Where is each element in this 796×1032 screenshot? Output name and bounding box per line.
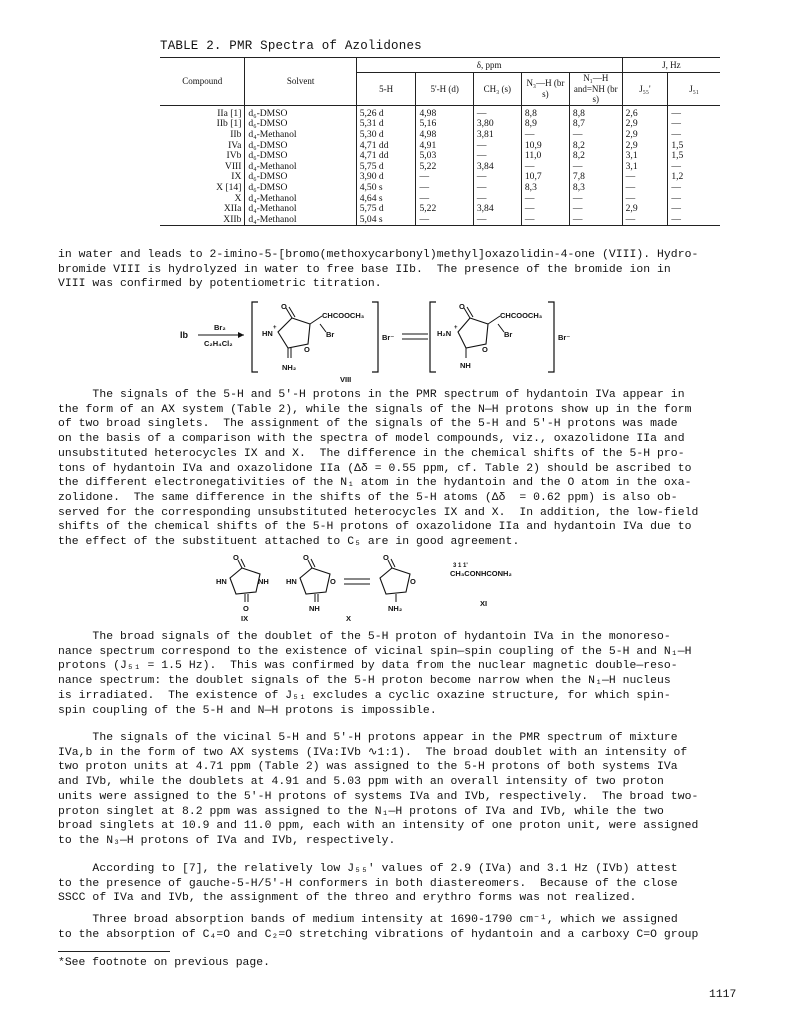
cell-h5p: 5,22: [416, 204, 473, 215]
cell-h5: 5,75 d: [356, 162, 416, 173]
cell-ch3: —: [473, 105, 521, 119]
reaction-arrowhead: [238, 332, 244, 338]
cell-solvent: d₆-DMSO: [245, 141, 356, 152]
cell-compound: IVb: [226, 150, 242, 162]
cell-n3h: 8,3: [521, 183, 569, 194]
label-x: X: [346, 614, 352, 623]
xi-formula: CH₃CONHCONH₂: [450, 569, 512, 578]
col-j55: J₅₅': [622, 73, 668, 106]
br-label-b: Br: [504, 330, 513, 339]
cell-h5p: —: [416, 215, 473, 226]
structure-viii-form-a: [278, 307, 326, 358]
x-hn-a: HN: [286, 577, 297, 586]
ring-o-a: O: [304, 345, 310, 354]
cell-h5: 4,64 s: [356, 194, 416, 205]
cell-j55: 2,9: [622, 141, 668, 152]
cell-j51: 1,2: [668, 172, 720, 183]
cell-j51: 1,5: [668, 141, 720, 152]
anion-a: Br⁻: [382, 333, 395, 342]
col-solvent: Solvent: [245, 58, 356, 106]
col-h5p: 5'-H (d): [416, 73, 473, 106]
x-o-b: O: [410, 577, 416, 586]
plus-charge-a: +: [273, 325, 277, 331]
paragraph-6: Three broad absorption bands of medium intensity at 1690-1790 cm⁻¹, which we assigned to the absorption of C₄=O and C₂=O stretching vibrations of hydantoin and a carboxy C=O group: [58, 914, 699, 941]
hn-plus-label: HN: [262, 329, 273, 338]
cell-solvent: d₆-DMSO: [245, 105, 356, 119]
reagent-top: Br₂: [214, 323, 226, 332]
structure-viii-form-b: [458, 307, 504, 358]
cell-h5: 5,31 d: [356, 119, 416, 130]
x-oxo-b: O: [383, 553, 389, 562]
cell-compound: IIa [1]: [217, 107, 242, 119]
cell-j55: —: [622, 172, 668, 183]
x-oxo-a: O: [303, 553, 309, 562]
cell-compound: IVa: [228, 139, 242, 151]
model-compounds-scheme: [216, 553, 550, 623]
table-row: [160, 105, 720, 119]
cell-compound: X: [234, 192, 242, 204]
cell-h5: 5,26 d: [356, 105, 416, 119]
cell-h5: 3,90 d: [356, 172, 416, 183]
bracket-right-a: [372, 302, 378, 372]
cell-n3h: 10,7: [521, 172, 569, 183]
cell-solvent: d₆-DMSO: [245, 183, 356, 194]
cell-n1h: —: [569, 162, 622, 173]
cell-n1h: 8,8: [569, 105, 622, 119]
cell-j51: —: [668, 183, 720, 194]
table-row: [160, 215, 720, 226]
cell-compound: XIIa: [223, 203, 242, 215]
x-o-a: O: [330, 577, 336, 586]
label-ix: IX: [241, 614, 249, 623]
table-row: [160, 172, 720, 183]
ix-nh: NH: [258, 577, 269, 586]
cell-h5p: 4,98: [416, 105, 473, 119]
cell-j55: 2,9: [622, 204, 668, 215]
table-row: [160, 162, 720, 173]
cell-ch3: 3,80: [473, 119, 521, 130]
cell-n1h: 8,2: [569, 141, 622, 152]
paragraph-4: The signals of the vicinal 5-H and 5'-H protons appear in the PMR spectrum of mixture IVa,b in the form of two AX systems (IVa:IVb ∿1:1). The broad doublet with an intensity of two proton units at 4.71 ppm (Table 2) was assigned to the 5-H protons of both systems IVa and IVb, while the doublets at 4.91 and 5.03 ppm with an overall intensity of two proton units were assigned to the 5'-H protons of systems IVa and IVb, respectively. The broad two- proton singlet at 8.2 ppm was assigned to the N₁—H protons of IVa and IVb, while the two broad singlets at 10.9 and 11.0 ppm, each with an intensity of one proton unit, were assigned to the N₃—H protons of IVa and IVb, respectively.: [58, 732, 699, 847]
cell-n3h: —: [521, 162, 569, 173]
br-label-a: Br: [326, 330, 335, 339]
cell-ch3: —: [473, 151, 521, 162]
cell-compound: IX: [231, 171, 242, 183]
cell-h5p: 4,98: [416, 130, 473, 141]
cell-ch3: 3,84: [473, 204, 521, 215]
cell-h5p: 4,91: [416, 141, 473, 152]
cell-n3h: —: [521, 204, 569, 215]
compound-viii-label: VIII: [340, 375, 352, 384]
cell-n3h: 8,9: [521, 119, 569, 130]
reactant-label: Ib: [180, 330, 188, 340]
reagent-bottom: C₂H₄Cl₂: [204, 339, 233, 348]
cell-h5: 5,04 s: [356, 215, 416, 226]
anion-b: Br⁻: [558, 333, 571, 342]
cell-n1h: —: [569, 215, 622, 226]
cell-n1h: 8,3: [569, 183, 622, 194]
cell-n1h: 8,2: [569, 151, 622, 162]
cell-solvent: d₄-Methanol: [245, 162, 356, 173]
cell-j55: 2,9: [622, 130, 668, 141]
cell-n3h: 11,0: [521, 151, 569, 162]
cell-n1h: —: [569, 204, 622, 215]
label-xi: XI: [480, 599, 488, 608]
table-row: [160, 130, 720, 141]
cell-h5p: —: [416, 183, 473, 194]
ring-o-b: O: [482, 345, 488, 354]
cell-j51: 1,5: [668, 151, 720, 162]
nh2-label: NH₂: [282, 363, 297, 372]
reaction-scheme: [180, 300, 600, 384]
cell-n1h: 7,8: [569, 172, 622, 183]
cell-h5p: —: [416, 172, 473, 183]
substituent-a: CHCOOCH₃: [322, 311, 365, 320]
cell-j55: —: [622, 183, 668, 194]
cell-solvent: d₄-Methanol: [245, 215, 356, 226]
cell-ch3: —: [473, 215, 521, 226]
col-n3h: N₃—H (br s): [521, 73, 569, 106]
cell-h5: 5,30 d: [356, 130, 416, 141]
cell-n1h: 8,7: [569, 119, 622, 130]
cell-h5p: —: [416, 194, 473, 205]
cell-j51: —: [668, 204, 720, 215]
cell-ch3: —: [473, 194, 521, 205]
cell-j51: —: [668, 215, 720, 226]
nh-label: NH: [460, 361, 471, 370]
structure-x-form-b: [380, 559, 410, 602]
cell-j51: —: [668, 130, 720, 141]
x-nh-a: NH: [309, 604, 320, 613]
cell-h5: 4,50 s: [356, 183, 416, 194]
cell-j55: 3,1: [622, 162, 668, 173]
cell-solvent: d₆-DMSO: [245, 151, 356, 162]
cell-solvent: d₄-Methanol: [245, 204, 356, 215]
page-number: 1117: [709, 989, 737, 1001]
ix-oxo: O: [233, 553, 239, 562]
cell-solvent: d₆-DMSO: [245, 119, 356, 130]
cell-ch3: —: [473, 141, 521, 152]
structure-ix: [230, 559, 260, 602]
cell-h5: 5,75 d: [356, 204, 416, 215]
paragraph-2: The signals of the 5-H and 5'-H protons in the PMR spectrum of hydantoin IVa appear in the form of an AX system (Table 2), while the signals of the N—H protons show up in the form of two broad singlets. The assignment of the signals of the 5-H and 5'-H protons was made on the basis of a comparison with the spectra of model compounds, viz., oxazolidone IIa and unsubstituted heterocycles IX and X. The difference in the chemical shifts of the 5-H pro- tons of hydantoin IVa and oxazolidone IIa (Δδ = 0.55 ppm, cf. Table 2) should be ascribed to the different electronegativities of the N₁ atom in the hydantoin and the O atom in the oxa- zolidone. The same difference in the shifts of the 5-H atoms (Δδ = 0.62 ppm) is also ob- served for the corresponding unsubstituted heterocycles IX and X. In addition, the low-field shifts of the chemical shifts of the 5-H protons of oxazolidone IIa and hydantoin IVa due to the effect of the substituent attached to C₅ are in good agreement.: [58, 389, 699, 549]
cell-h5p: 5,16: [416, 119, 473, 130]
cell-compound: VIII: [224, 160, 242, 172]
cell-n3h: —: [521, 215, 569, 226]
cell-h5p: 5,22: [416, 162, 473, 173]
cell-compound: IIb: [230, 128, 242, 140]
col-j51: J₅₁: [668, 73, 720, 106]
cell-j55: —: [622, 194, 668, 205]
pmr-table: [160, 57, 720, 226]
substituent-b: CHCOOCH₃: [500, 311, 543, 320]
ix-hn: HN: [216, 577, 227, 586]
cell-ch3: —: [473, 172, 521, 183]
cell-n3h: 8,8: [521, 105, 569, 119]
footnote-rule: [58, 951, 170, 952]
table-row: [160, 183, 720, 194]
cell-j55: 3,1: [622, 151, 668, 162]
cell-ch3: 3,81: [473, 130, 521, 141]
bracket-left-b: [430, 302, 436, 372]
cell-solvent: d₄-Methanol: [245, 194, 356, 205]
cell-h5: 4,71 dd: [356, 141, 416, 152]
cell-h5: 4,71 dd: [356, 151, 416, 162]
footnote: *See footnote on previous page.: [58, 957, 270, 969]
oxo-label-b: O: [459, 302, 465, 311]
paragraph-1: in water and leads to 2-imino-5-[bromo(methoxycarbonyl)methyl]oxazolidin-4-one (VIII). Hydro- bromide VIII is hydrolyzed in water to free base IIb. The presence of the bromide ion in VIII was confirmed by potentiometric titration.: [58, 249, 699, 291]
cell-solvent: d₆-DMSO: [245, 172, 356, 183]
table-row: [160, 204, 720, 215]
cell-n3h: 10,9: [521, 141, 569, 152]
col-n1h: N₁—H and=NH (br s): [569, 73, 622, 106]
cell-j55: 2,6: [622, 105, 668, 119]
cell-n3h: —: [521, 130, 569, 141]
cell-compound: IIb [1]: [216, 118, 242, 130]
cell-h5p: 5,03: [416, 151, 473, 162]
bracket-left: [252, 302, 258, 372]
cell-ch3: 3,84: [473, 162, 521, 173]
bracket-right-b: [548, 302, 554, 372]
cell-compound: XIIb: [160, 215, 245, 226]
cell-j51: —: [668, 119, 720, 130]
col-compound: Compound: [160, 58, 245, 106]
cell-j51: —: [668, 162, 720, 173]
cell-j51: —: [668, 105, 720, 119]
h2n-plus-label: H₂N: [437, 329, 452, 338]
cell-ch3: —: [473, 183, 521, 194]
col-group-delta: δ, ppm: [356, 58, 622, 73]
cell-solvent: d₄-Methanol: [245, 130, 356, 141]
col-h5: 5-H: [356, 73, 416, 106]
paragraph-3: The broad signals of the doublet of the 5-H proton of hydantoin IVa in the monoreso- nance spectrum correspond to the existence of vicinal spin—spin coupling of the 5-H and N₁—H protons (J₅₁ = 1.5 Hz). This was confirmed by data from the nuclear magnetic double—reso- nance spectrum: the doublet signals of the 5-H proton become narrow when the N₁—H nucleus is irradiated. The existence of J₅₁ excludes a cyclic oxazine structure, for which spin- spin coupling of the 5-H and N—H protons is impossible.: [58, 631, 692, 717]
table-caption: TABLE 2. PMR Spectra of Azolidones: [160, 39, 422, 53]
paragraph-5: According to [7], the relatively low J₅₅' values of 2.9 (IVa) and 3.1 Hz (IVb) attest to the presence of gauche-5-H/5'-H conformers in both diastereomers. Because of the close SSCC of IVa and IVb, the assignment of the threo and erythro forms was not realized.: [58, 863, 678, 905]
cell-j55: —: [622, 215, 668, 226]
cell-n3h: —: [521, 194, 569, 205]
xi-numbering: 3 1 1': [453, 563, 468, 569]
cell-n1h: —: [569, 194, 622, 205]
plus-charge-b: +: [454, 325, 458, 331]
cell-compound: X [14]: [216, 181, 242, 193]
ix-o: O: [243, 604, 249, 613]
oxo-label-a: O: [281, 302, 287, 311]
cell-j51: —: [668, 194, 720, 205]
structure-x-form-a: [300, 559, 330, 602]
col-group-j: J, Hz: [622, 58, 720, 73]
cell-j55: 2,9: [622, 119, 668, 130]
col-ch3: CH₃ (s): [473, 73, 521, 106]
x-nh2: NH₂: [388, 604, 403, 613]
cell-n1h: —: [569, 130, 622, 141]
